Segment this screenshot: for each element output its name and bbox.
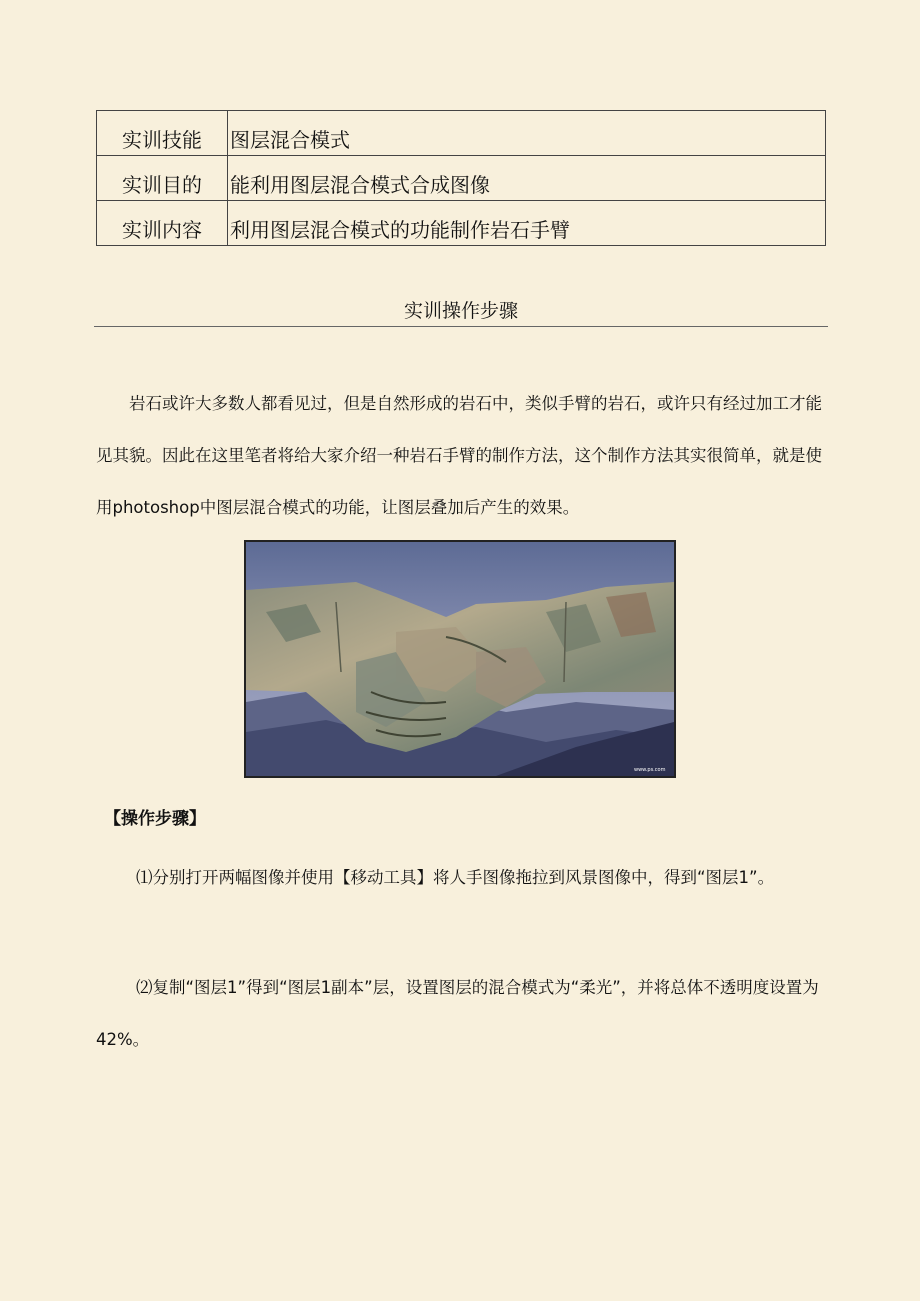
row-label-content: 实训内容 — [97, 201, 228, 246]
table-row — [97, 111, 826, 156]
intro-paragraph: 岩石或许大多数人都看见过，但是自然形成的岩石中，类似手臂的岩石，或许只有经过加工才能见其貌。因此在这里笔者将给大家介绍一种岩石手臂的制作方法，这个制作方法其实很简单，就是使用photoshop中图层混合模式的功能，让图层叠加后产生的效果。 — [96, 394, 822, 517]
step-2: ⑵复制“图层1”得到“图层1副本”层，设置图层的混合模式为“柔光”，并将总体不透明度设置为42%。 — [96, 978, 819, 1049]
row-label-skill: 实训技能 — [97, 111, 228, 156]
section-title: 实训操作步骤 — [94, 296, 828, 327]
row-value-purpose: 能利用图层混合模式合成图像 — [228, 156, 826, 201]
row-value-skill: 图层混合模式 — [228, 111, 826, 156]
rock-hands-image — [244, 540, 676, 778]
info-table — [96, 110, 826, 246]
rock-handshake-illustration — [246, 542, 674, 776]
steps-heading: 【操作步骤】 — [104, 809, 206, 829]
step-1: ⑴分别打开两幅图像并使用【移动工具】将人手图像拖拉到风景图像中，得到“图层1”。 — [136, 868, 775, 887]
row-value-content: 利用图层混合模式的功能制作岩石手臂 — [228, 201, 826, 246]
table-row — [97, 201, 826, 246]
table-row — [97, 156, 826, 201]
row-label-purpose: 实训目的 — [97, 156, 228, 201]
image-watermark: www.ps.com — [634, 767, 666, 773]
